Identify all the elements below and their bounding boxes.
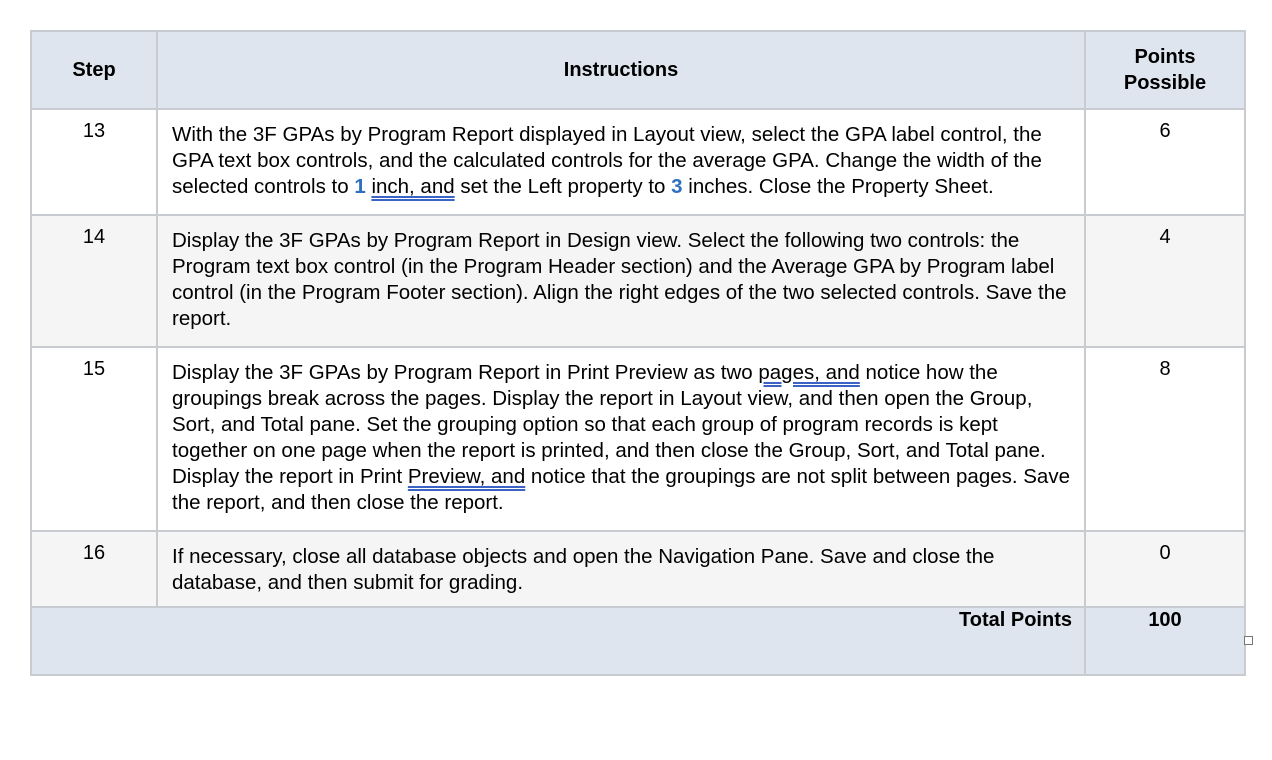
points-value: 6	[1085, 109, 1245, 215]
table-resize-handle[interactable]	[1244, 636, 1253, 645]
step-number: 16	[31, 531, 157, 607]
table-row	[31, 531, 1245, 607]
spellcheck-underline[interactable]: pages, and	[758, 361, 860, 384]
table-row	[31, 347, 1245, 531]
table-row	[31, 215, 1245, 347]
step-number: 14	[31, 215, 157, 347]
table-header	[31, 31, 1245, 109]
instruction-text[interactable]: Display the 3F GPAs by Program Report in Design view. Select the following two controls: the Program text box control (in the Program Header section) and the Average GPA by Program label control (in the Program Footer section). Align the right edges of the two selected controls. Save the report.	[157, 215, 1085, 347]
step-number: 13	[31, 109, 157, 215]
spellcheck-underline[interactable]: inch, and	[371, 175, 455, 198]
instruction-text[interactable]: With the 3F GPAs by Program Report displayed in Layout view, select the GPA label control, the GPA text box controls, and the calculated controls for the average GPA. Change the width of the selected controls to 1 inch, and set the Left property to 3 inches. Close the Property Sheet.	[157, 109, 1085, 215]
table-row	[31, 109, 1245, 215]
points-value: 8	[1085, 347, 1245, 531]
highlighted-value: 1	[354, 175, 366, 198]
points-column-header: Points Possible	[1085, 31, 1245, 109]
instructions-column-header: Instructions	[157, 31, 1085, 109]
step-column-header: Step	[31, 31, 157, 109]
instruction-text[interactable]: If necessary, close all database objects and open the Navigation Pane. Save and close the database, and then submit for grading.	[157, 531, 1085, 607]
points-value: 4	[1085, 215, 1245, 347]
total-points-label: Total Points	[31, 607, 1085, 675]
points-value: 0	[1085, 531, 1245, 607]
grading-table	[30, 30, 1246, 676]
step-number: 15	[31, 347, 157, 531]
table-footer	[31, 607, 1245, 675]
highlighted-value: 3	[671, 175, 683, 198]
total-points-value: 100	[1085, 607, 1245, 675]
instruction-text[interactable]: Display the 3F GPAs by Program Report in Print Preview as two pages, and notice how the groupings break across the pages. Display the report in Layout view, and then open the Group, Sort, and Total pane. Set the grouping option so that each group of program records is kept together on one page when the report is printed, and then close the Group, Sort, and Total pane. Display the report in Print Preview, and notice that the groupings are not split between pages. Save the report, and then close the report.	[157, 347, 1085, 531]
spellcheck-underline[interactable]: Preview, and	[407, 465, 526, 488]
